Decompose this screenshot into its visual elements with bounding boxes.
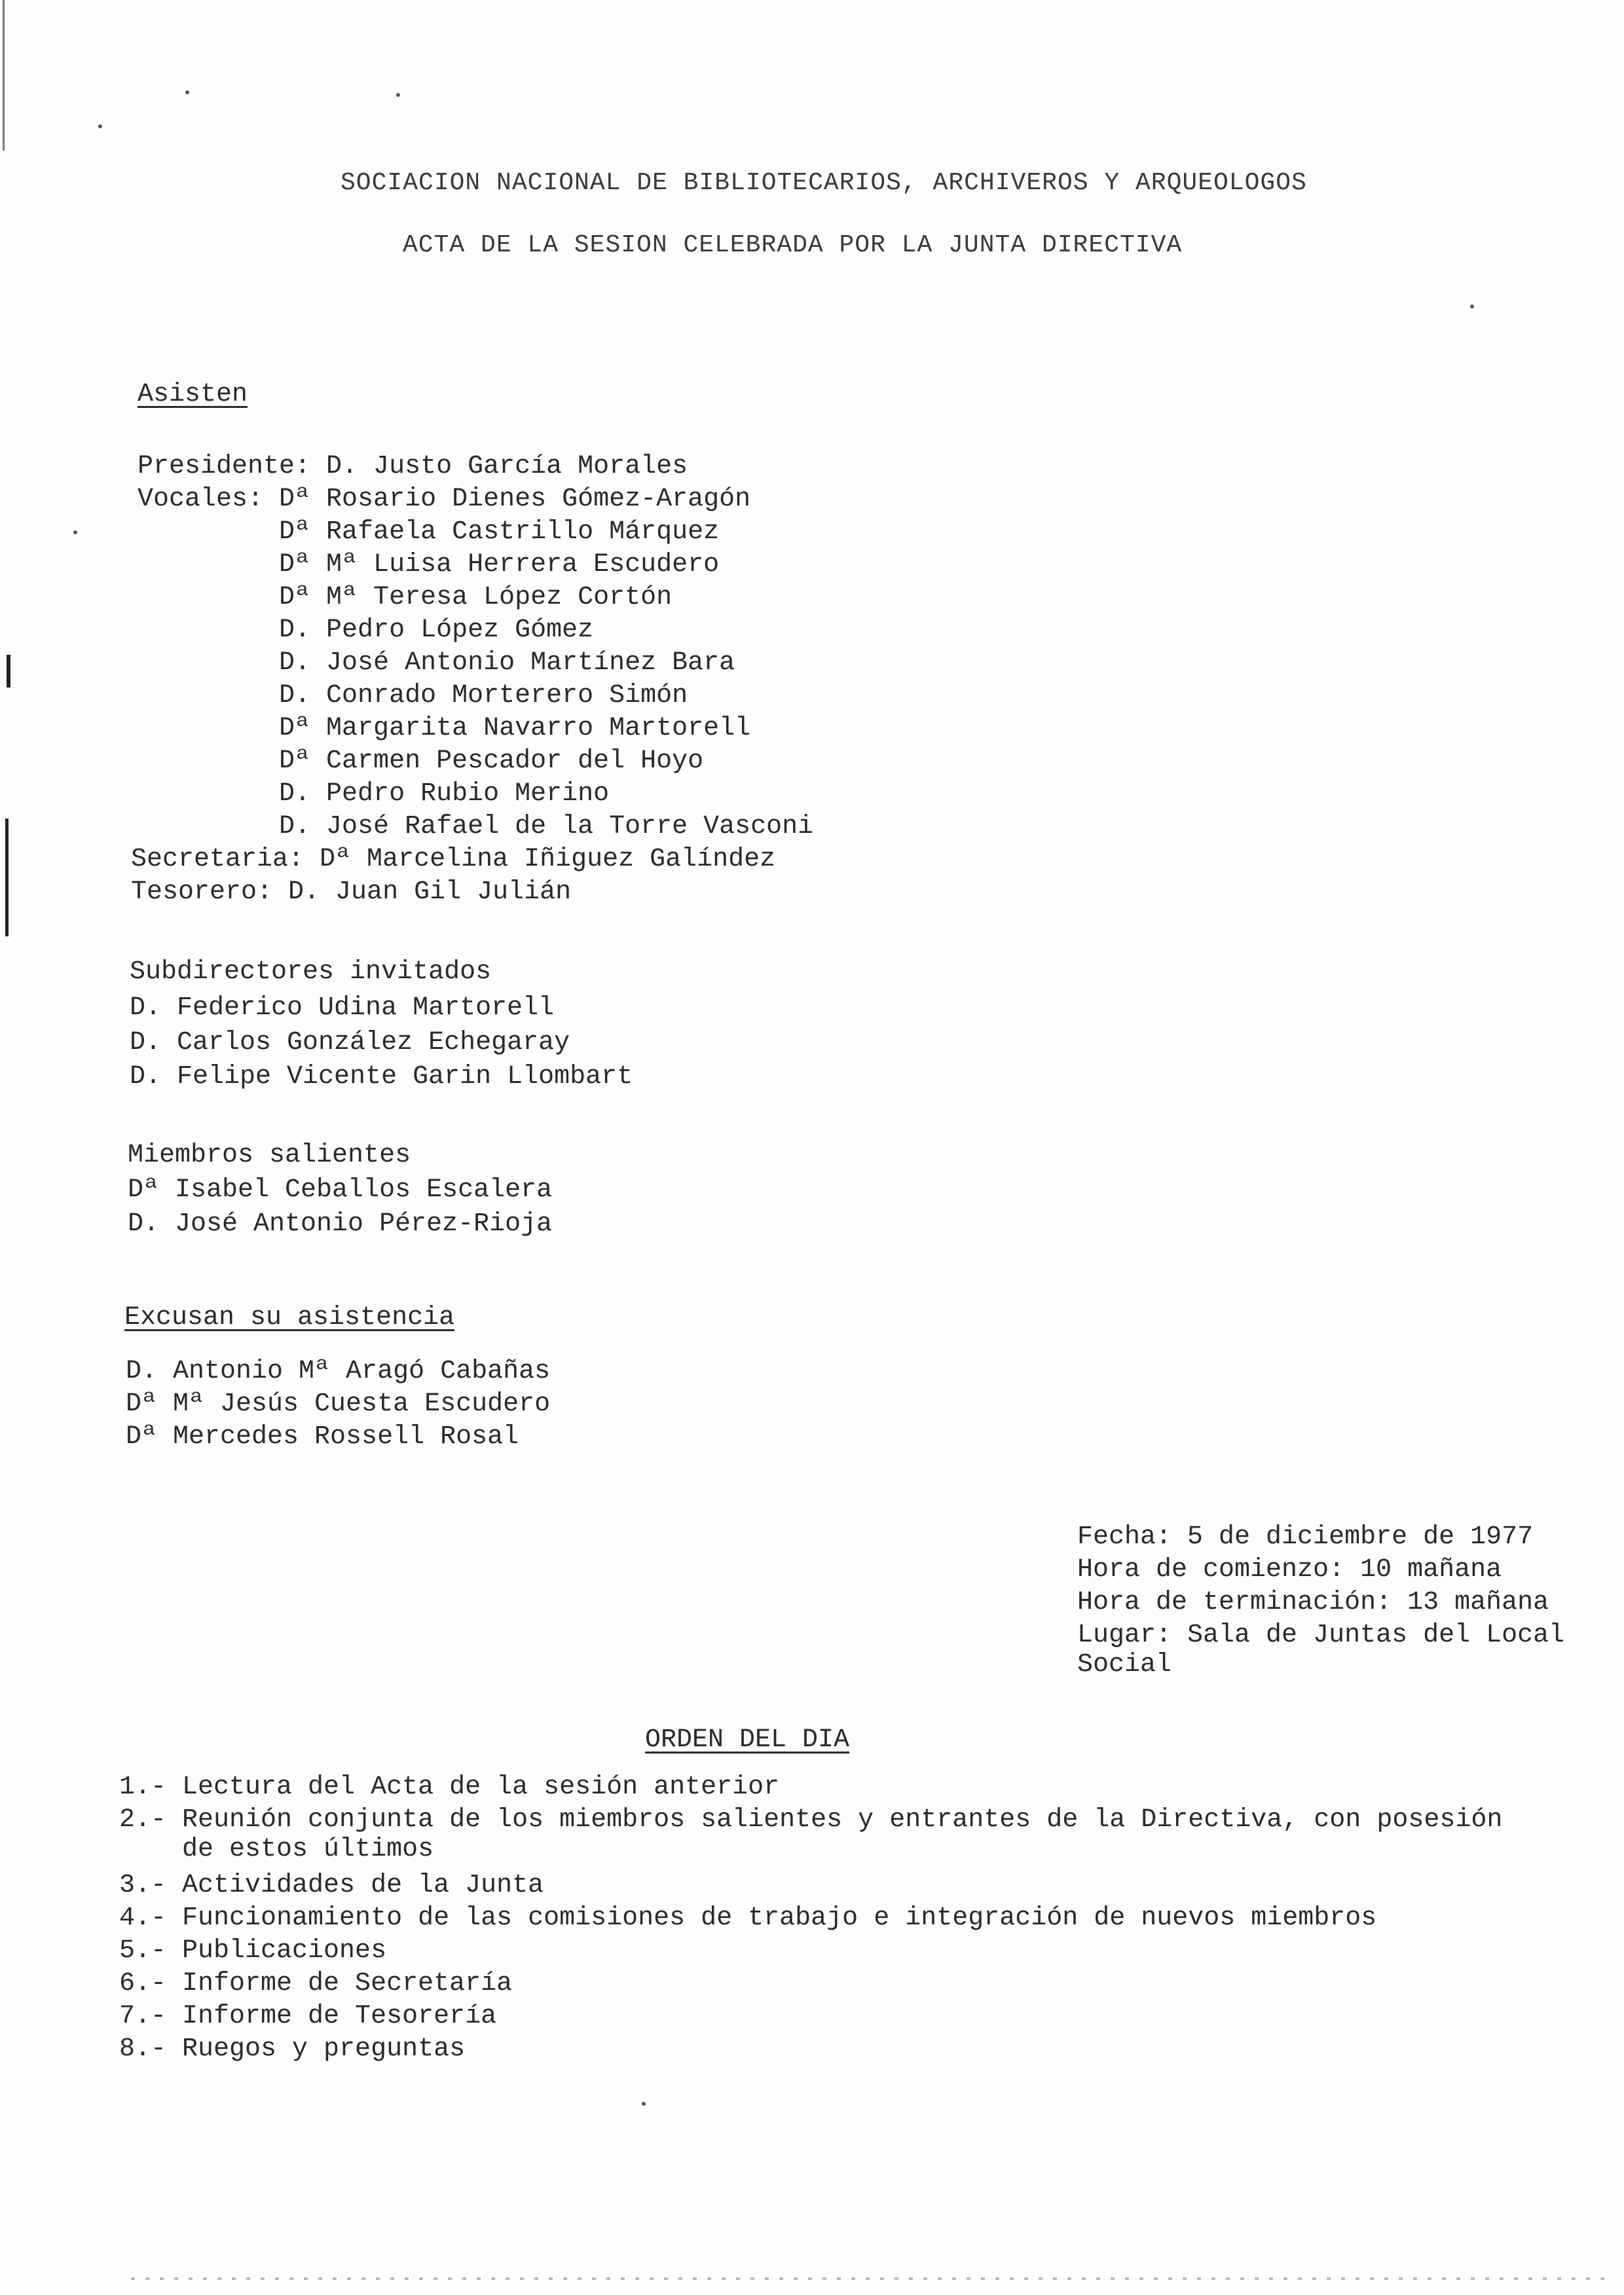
- attendee-line: Secretaria: Dª Marcelina Iñiguez Galíndez: [131, 845, 776, 874]
- act-title: ACTA DE LA SESION CELEBRADA POR LA JUNTA DIRECTIVA: [403, 231, 1183, 259]
- meeting-start: Hora de comienzo: 10 mañana: [1077, 1555, 1502, 1585]
- agenda-item: 7.- Informe de Tesorería: [119, 2002, 497, 2031]
- agenda-item: 8.- Ruegos y preguntas: [119, 2034, 466, 2064]
- attendee-line: D. José Rafael de la Torre Vasconi: [138, 812, 814, 841]
- attendee-line: Tesorero: D. Juan Gil Julián: [131, 877, 572, 907]
- binding-mark: [7, 655, 10, 688]
- association-title: SOCIACION NACIONAL DE BIBLIOTECARIOS, ARCHIVEROS Y ARQUEOLOGOS: [341, 169, 1307, 197]
- binding-mark: [5, 818, 9, 936]
- attendee-line: Vocales: Dª Rosario Dienes Gómez-Aragón: [138, 485, 751, 514]
- agenda-item: 3.- Actividades de la Junta: [119, 1871, 544, 1900]
- subdirector-line: D. Federico Udina Martorell: [130, 993, 555, 1023]
- meeting-place: Lugar: Sala de Juntas del Local: [1077, 1621, 1565, 1650]
- attendee-line: Dª Mª Luisa Herrera Escudero: [138, 550, 720, 579]
- subdirector-line: D. Carlos González Echegaray: [130, 1028, 570, 1057]
- meeting-end: Hora de terminación: 13 mañana: [1077, 1588, 1549, 1617]
- attendee-line: D. Pedro Rubio Merino: [138, 779, 610, 809]
- excused-heading: Excusan su asistencia: [124, 1303, 455, 1332]
- meeting-place-cont: Social: [1077, 1650, 1172, 1680]
- excused-line: D. Antonio Mª Aragó Cabañas: [126, 1357, 551, 1386]
- excused-line: Dª Mercedes Rossell Rosal: [126, 1422, 519, 1452]
- speck: [1470, 304, 1474, 308]
- agenda-item: 5.- Publicaciones: [119, 1936, 387, 1966]
- attendee-line: D. José Antonio Martínez Bara: [138, 648, 735, 678]
- speck: [73, 530, 77, 534]
- agenda-item: 4.- Funcionamiento de las comisiones de trabajo e integración de nuevos miembros: [119, 1903, 1377, 1933]
- agenda-item: 2.- Reunión conjunta de los miembros salientes y entrantes de la Directiva, con posesión: [119, 1805, 1503, 1835]
- speck: [185, 90, 189, 94]
- attendee-line: Dª Mª Teresa López Cortón: [138, 583, 673, 612]
- scan-noise: [131, 2277, 1611, 2280]
- attendee-line: Dª Carmen Pescador del Hoyo: [138, 746, 704, 776]
- agenda-item: de estos últimos: [119, 1835, 434, 1864]
- excused-line: Dª Mª Jesús Cuesta Escudero: [126, 1389, 551, 1419]
- subdirector-line: D. Felipe Vicente Garin Llombart: [130, 1062, 633, 1092]
- speck: [642, 2102, 646, 2106]
- speck: [98, 124, 102, 128]
- agenda-item: 6.- Informe de Secretaría: [119, 1969, 513, 1998]
- outgoing-line: D. José Antonio Pérez-Rioja: [128, 1209, 553, 1239]
- agenda-item: 1.- Lectura del Acta de la sesión anterior: [119, 1772, 780, 1802]
- speck: [396, 93, 400, 97]
- left-margin-line: [3, 0, 5, 151]
- outgoing-line: Dª Isabel Ceballos Escalera: [128, 1175, 553, 1205]
- subdirectors-heading: Subdirectores invitados: [130, 957, 492, 987]
- outgoing-heading: Miembros salientes: [128, 1141, 411, 1170]
- attendee-line: Dª Rafaela Castrillo Márquez: [138, 517, 720, 547]
- agenda-heading: ORDEN DEL DIA: [645, 1725, 850, 1755]
- attendee-line: Dª Margarita Navarro Martorell: [138, 714, 751, 743]
- attendee-line: Presidente: D. Justo García Morales: [138, 452, 688, 481]
- meeting-date: Fecha: 5 de diciembre de 1977: [1077, 1522, 1534, 1552]
- attendee-line: D. Pedro López Gómez: [138, 615, 594, 645]
- attendee-line: D. Conrado Morterero Simón: [138, 681, 688, 710]
- attendees-heading: Asisten: [138, 380, 248, 409]
